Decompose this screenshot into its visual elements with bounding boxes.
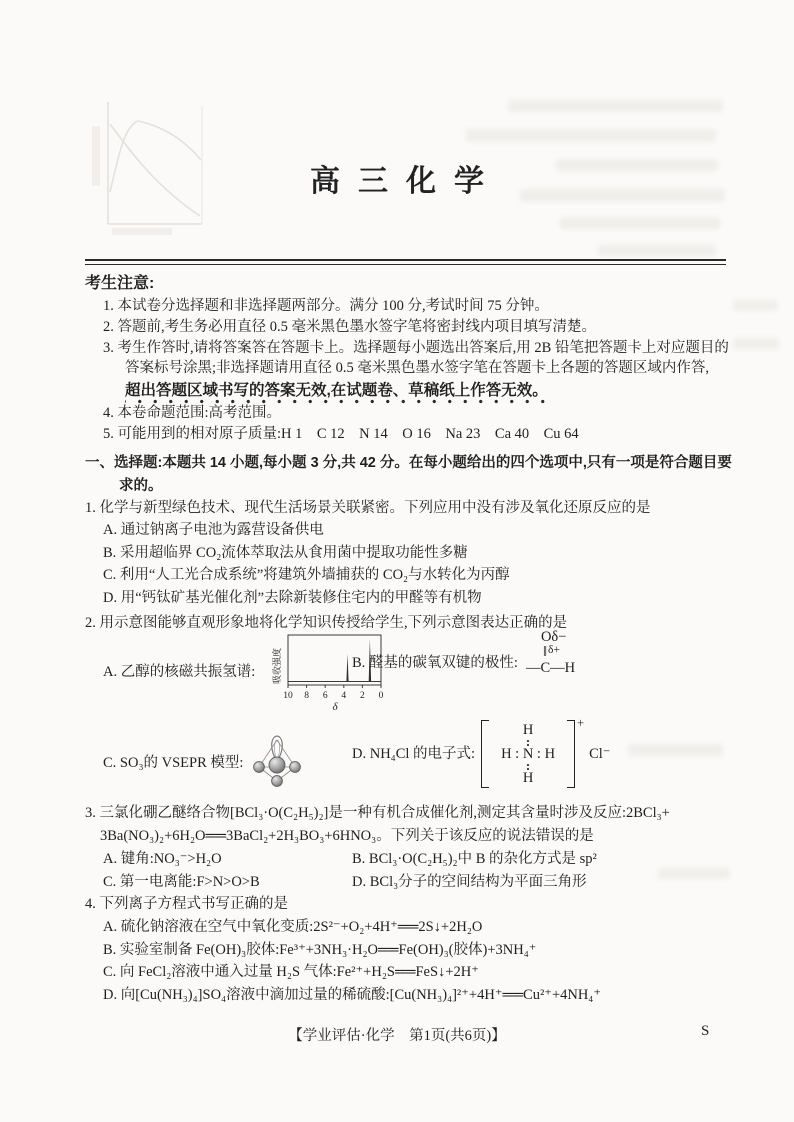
question-2-option-d (352, 716, 611, 788)
question-2 (85, 612, 785, 804)
question-4-option-a: A. 硫化钠溶液在空气中氧化变质:2S²⁻+O₂+4H⁺══2S↓+2H₂O (103, 918, 483, 935)
right-bracket (567, 720, 575, 788)
lewis-bond-pair: : (525, 758, 531, 773)
emphasized-warning-text: 超出答题区域书写的答案无效,在试题卷、草稿纸上作答无效。 (125, 382, 548, 404)
lewis-bond-pair: : (525, 734, 531, 749)
question-2-option-b-label: B. 醛基的碳氧双键的极性: (352, 655, 518, 671)
bleed-artifact (560, 217, 720, 229)
lewis-bracket-group (481, 716, 585, 788)
question-2-option-c-label: C. SO₃的 VSEPR 模型: (103, 755, 244, 771)
central-atom-sphere (269, 757, 285, 773)
question-2-option-b (352, 630, 575, 676)
nmr-tick: 10 (283, 691, 293, 701)
question-2-option-a (103, 632, 386, 712)
bleed-artifact (466, 129, 716, 142)
notice-heading: 考生注意: (85, 275, 155, 292)
question-2-option-d-label: D. NH₄Cl 的电子式: (352, 746, 476, 762)
terminal-atom-sphere (290, 762, 301, 773)
lewis-bottom-hydrogen: H (522, 770, 534, 786)
page-title: 高三化学 (310, 165, 502, 198)
question-1-option-c: C. 利用“人工光合成系统”将建筑外墙捕获的 CO₂与水转化为丙醇 (103, 567, 510, 584)
question-1-option-d: D. 用“钙钛矿基光催化剂”去除新装修住宅内的甲醛等有机物 (103, 589, 482, 606)
question-4 (85, 893, 785, 1007)
question-4-option-c: C. 向 FeCl₂溶液中通入过量 H₂S 气体:Fe²⁺+H₂S══FeS↓+2H⁺ (103, 964, 479, 981)
question-3-options-row-2 (85, 871, 785, 894)
electron-dot-formula (481, 716, 611, 788)
question-1-stem: 1. 化学与新型绿色技术、现代生活场景关联紧密。下列应用中没有涉及氧化还原反应的是 (85, 500, 651, 516)
polar-double-bond (543, 645, 575, 661)
notice-item-3-line-1: 3. 考生作答时,请将答案答在答题卡上。选择题每小题选出答案后,用 2B 铅笔把答题卡上对应题目的 (103, 339, 729, 356)
notice-item-5: 5. 可能用到的相对原子质量:H 1 C 12 N 14 O 16 Na 23 Ca 40 Cu 64 (103, 425, 579, 442)
carbonyl-polarity-structure (526, 630, 575, 676)
nmr-tick: 8 (304, 691, 310, 701)
nmr-tick: 2 (360, 691, 366, 701)
nmr-tick: 0 (378, 691, 384, 701)
question-4-option-d: D. 向[Cu(NH₃)₄]SO₄溶液中滴加过量的稀硫酸:[Cu(NH₃)₄]²⁺+4H⁺══Cu²⁺+4NH₄⁺ (103, 987, 602, 1004)
polar-carbon-charge: δ+ (548, 644, 560, 656)
notice-item-4: 4. 本卷命题范围:高考范围。 (103, 405, 282, 422)
chloride-ion: Cl⁻ (589, 746, 611, 762)
question-1-option-b: B. 采用超临界 CO₂流体萃取法从食用菌中提取功能性多糖 (103, 544, 468, 561)
question-2-stem: 2. 用示意图能够直观形象地将化学知识传授给学生,下列示意图表达正确的是 (85, 615, 568, 631)
question-3-stem-line-1: 3. 三氯化硼乙醚络合物[BCl₃·O(C₂H₅)₂]是一种有机合成催化剂,测定其含量时涉及反应:2BCl₃+ (85, 805, 670, 821)
notice-item-3-line-2: 答案标号涂黑;非选择题请用直径 0.5 毫米黑色墨水签字笔在答题卡上各题的答题区域内作答, (125, 360, 710, 377)
page-footer: 【学业评估·化学 第1页(共6页)】 (288, 1028, 506, 1044)
multiple-choice-section-heading (85, 452, 785, 498)
page-footer-mark: S (701, 1023, 710, 1039)
question-3-option-a: A. 键角:NO₃⁻>H₂O (103, 851, 222, 867)
nmr-tick: 6 (323, 691, 328, 701)
notice-item-1: 1. 本试卷分选择题和非选择题两部分。满分 100 分,考试时间 75 分钟。 (103, 298, 549, 314)
left-bracket (481, 720, 489, 788)
notice-section (85, 272, 775, 445)
terminal-atom-sphere (272, 776, 283, 787)
double-bond-symbol: ‖ (542, 644, 548, 660)
notice-item-3-emphasis (85, 379, 775, 403)
lewis-top-hydrogen: H (522, 722, 534, 738)
question-1-option-a: A. 通过钠离子电池为露营设备供电 (103, 522, 324, 539)
section-heading-line-1: 一、选择题:本题共 14 小题,每小题 3 分,共 42 分。在每小题给出的四个选项中,只有一项是符合题目要 (85, 455, 732, 471)
bleed-artifact (598, 245, 716, 256)
question-2-option-c (103, 732, 306, 794)
question-4-stem: 4. 下列离子方程式书写正确的是 (85, 896, 288, 912)
polar-carbon-hydrogen: —C—H (525, 660, 576, 676)
question-1 (85, 497, 785, 609)
nmr-y-axis-label: 吸收强度 (272, 647, 283, 684)
notice-item-2: 2. 答题前,考生务必用直径 0.5 毫米黑色墨水签字笔将密封线内项目填写清楚。 (103, 318, 596, 335)
question-3-option-b: B. BCl₃·O(C₂H₅)₂中 B 的杂化方式是 sp² (352, 851, 597, 867)
question-3-option-c: C. 第一电离能:F>N>O>B (103, 874, 260, 890)
question-3-stem-line-2: 3Ba(NO₃)₂+6H₂O══3BaCl₂+2H₃BO₃+6HNO₃。下列关于该反应的说法错误的是 (100, 828, 594, 844)
question-3 (85, 802, 785, 894)
question-3-option-d: D. BCl₃分子的空间结构为平面三角形 (352, 874, 587, 890)
section-heading-line-2: 求的。 (119, 478, 163, 494)
nmr-tick: 4 (341, 691, 347, 701)
vsepr-model-figure (248, 732, 306, 794)
bleed-artifact (508, 100, 723, 112)
header-divider (85, 259, 726, 265)
nmr-peak (347, 654, 349, 682)
cation-charge: + (577, 716, 585, 730)
terminal-atom-sphere (254, 762, 265, 773)
question-4-option-b: B. 实验室制备 Fe(OH)₃胶体:Fe³⁺+3NH₃·H₂O══Fe(OH)₃(胶体)+3NH₄⁺ (103, 941, 537, 958)
lewis-middle-row: H : N : H (501, 746, 556, 762)
question-2-option-a-label: A. 乙醇的核磁共振氢谱: (103, 664, 256, 680)
question-3-options-row-1 (85, 848, 785, 871)
polar-oxygen: Oδ− (540, 629, 567, 645)
nmr-x-axis-label: δ (332, 701, 338, 712)
